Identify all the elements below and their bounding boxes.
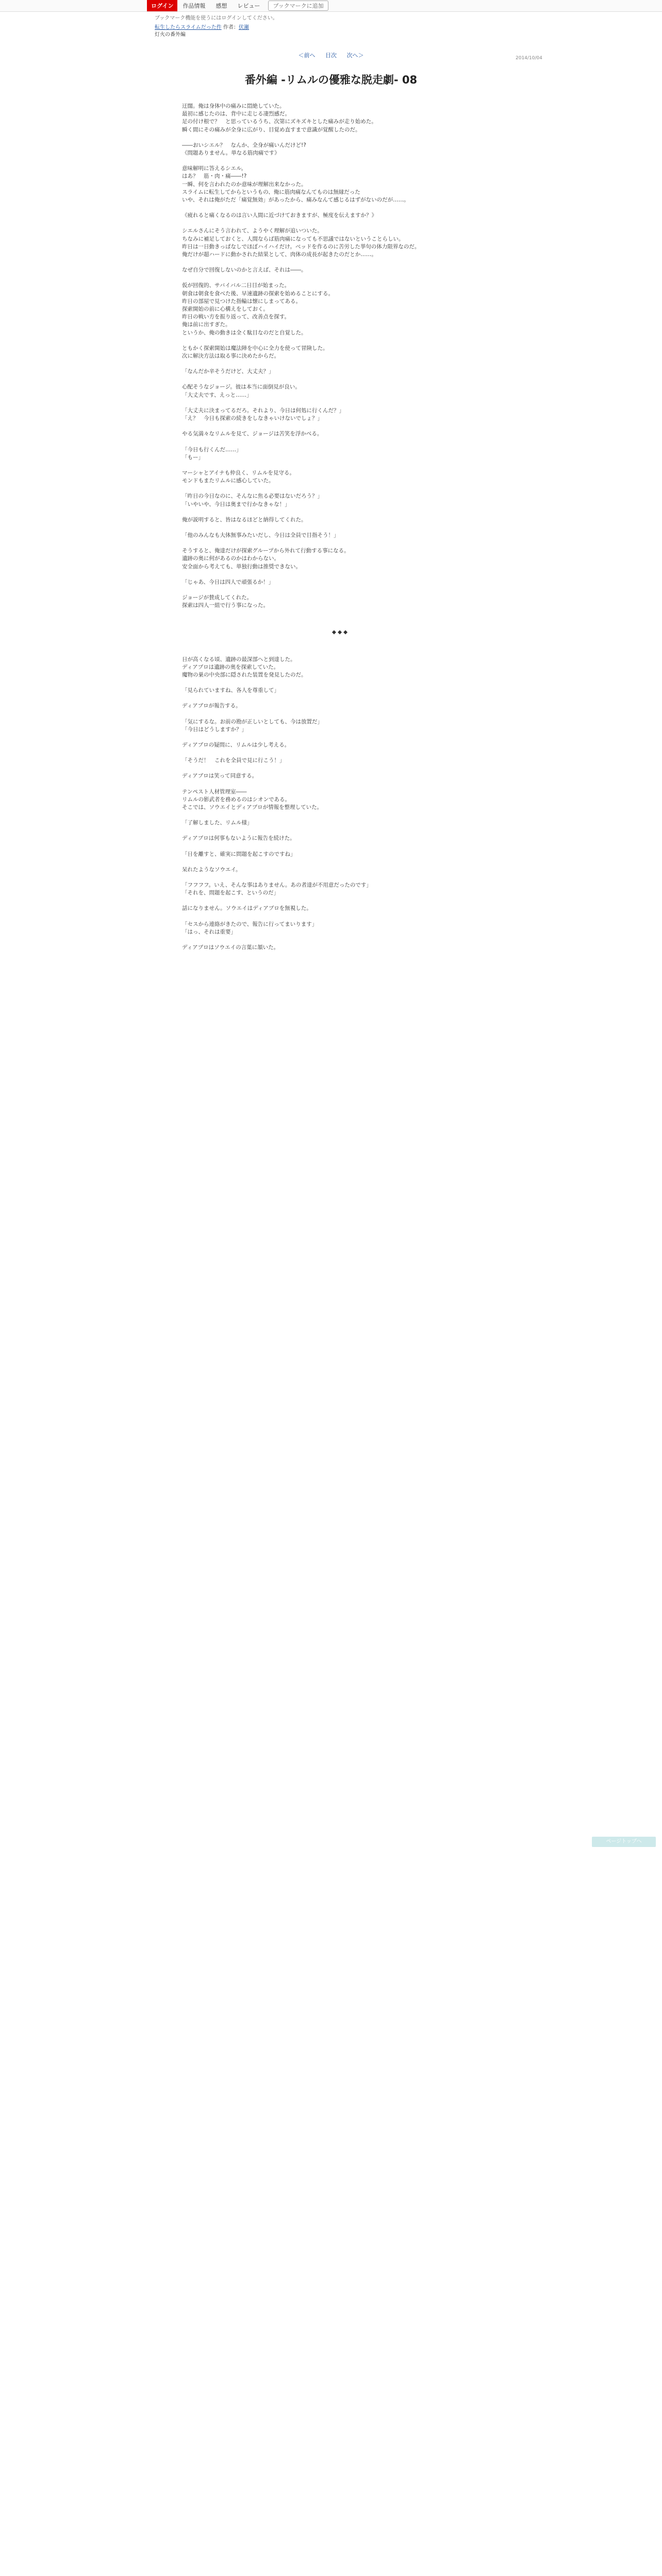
toc-link[interactable]: 目次 bbox=[325, 52, 337, 59]
paragraph-gap bbox=[182, 586, 499, 594]
paragraph: 意味解明に答えるシエル。 bbox=[182, 165, 247, 172]
paragraph-gap bbox=[182, 485, 499, 493]
paragraph: ディアブロは何事もないように報告を続けた。 bbox=[182, 835, 295, 842]
paragraph: 瞬く間にその痛みが全身に広がり、目覚め直すまで意識が覚醒したのだ。 bbox=[182, 126, 361, 133]
paragraph: 「もー」 bbox=[182, 454, 204, 461]
paragraph-gap bbox=[182, 781, 499, 788]
paragraph: 安全面から考えても、単独行動は推奨できない。 bbox=[182, 563, 301, 570]
add-bookmark-button[interactable]: ブックマークに追加 bbox=[268, 1, 328, 11]
paragraph: 魔物の巣の中央部に隠された装置を発見したのだ。 bbox=[182, 671, 307, 678]
paragraph: 俺だけが超ハードに動かされた結果として、肉体の成長が起きたのだとか……。 bbox=[182, 251, 377, 258]
paragraph-gap bbox=[182, 157, 499, 165]
paragraph: 次に解決方法は取る事に決めたからだ。 bbox=[182, 353, 279, 360]
paragraph: やる気満々なリムルを見て、ジョージは苦笑を浮かべる。 bbox=[182, 431, 323, 437]
paragraph-gap bbox=[182, 219, 499, 227]
paragraph: 「いやいや、今日は奥まで行かなきゃな！」 bbox=[182, 501, 290, 507]
paragraph-gap bbox=[182, 360, 499, 368]
login-note-prefix: ブックマーク機能を使うには bbox=[155, 15, 222, 21]
paragraph-gap bbox=[182, 749, 499, 757]
paragraph-gap bbox=[182, 648, 499, 656]
paragraph: 「フフフフ。いえ、そんな事はありません。あの者達が不用意だったのです」 bbox=[182, 882, 372, 888]
paragraph: シエルさんにそう言われて、ようやく理解が追いついた。 bbox=[182, 228, 323, 234]
paragraph: 一瞬、何を言われたのか意味が理解出来なかった。 bbox=[182, 181, 307, 188]
paragraph: 最初に感じたのは、背中に走じる凄烈感だ。 bbox=[182, 111, 290, 117]
paragraph: マーシャとアイナも仲良く、リムルを見守る。 bbox=[182, 469, 295, 476]
paragraph: 昨日は一日動きっぱなしでほぼハイハイだけ。ベッドを作るのに苦労した挙句の体力限界なのだ。 bbox=[182, 243, 420, 250]
paragraph: はあ？ 筋・肉・痛――!? bbox=[182, 173, 247, 180]
paragraph-gap bbox=[182, 571, 499, 579]
paragraph-gap bbox=[182, 765, 499, 772]
paragraph: 「大丈夫に決まってるだろ。それより、今日は何処に行くんだ？」 bbox=[182, 407, 344, 414]
paragraph: 日が高くなる頃、遺跡の最深部へと到達した。 bbox=[182, 656, 296, 663]
tab-work-info[interactable]: 作品情報 bbox=[183, 3, 206, 9]
next-link[interactable]: 次へ＞ bbox=[346, 52, 364, 59]
paragraph-gap bbox=[182, 694, 499, 702]
paragraph: 探索は四人一組で行う事になった。 bbox=[182, 602, 269, 609]
paragraph: いや、それは俺がただ「痛覚無効」があったから、痛みなんて感じるはずがないのだが……。 bbox=[182, 197, 409, 204]
breadcrumb bbox=[0, 22, 662, 39]
paragraph-gap bbox=[182, 204, 499, 212]
paragraph: 「今日はどうしますか？」 bbox=[182, 726, 247, 733]
paragraph: ともかく探索開始は魔法陣を中心に全力を使って冒険した。 bbox=[182, 345, 328, 351]
tab-review[interactable]: レビュー bbox=[237, 3, 260, 9]
paragraph-gap bbox=[182, 259, 499, 266]
paragraph: 「他のみんなも大体無事みたいだし、今日は全員で目指そう！」 bbox=[182, 532, 339, 538]
paragraph-gap bbox=[182, 524, 499, 532]
paragraph: 「はっ、それは重要」 bbox=[182, 928, 236, 935]
paragraph: 昨日の部屋で見つけた指輪は懐にしまってある。 bbox=[182, 298, 301, 304]
author-label: 作者： bbox=[223, 25, 239, 30]
paragraph: ディアブロは笑って同意する。 bbox=[182, 773, 258, 779]
chapter-title: 番外編 -リムルの優雅な脱走劇- 08 bbox=[244, 74, 418, 86]
paragraph: 「昨日の今日なのに、そんなに焦る必要はないだろう？」 bbox=[182, 493, 323, 500]
paragraph-gap bbox=[182, 936, 499, 944]
paragraph: 探索開始の前に心構えをしておく。 bbox=[182, 306, 269, 313]
paragraph-gap bbox=[182, 811, 499, 819]
paragraph-gap bbox=[182, 710, 499, 718]
paragraph-gap bbox=[182, 679, 499, 687]
paragraph: なぜ自分で回復しないのかと言えば、それは――。 bbox=[182, 267, 307, 274]
paragraph-gap bbox=[182, 609, 499, 617]
paragraph: 昨日の戦い方を振り返って、改善点を探す。 bbox=[182, 314, 290, 320]
paragraph: 「じゃあ、今日は四人で頑張るか！」 bbox=[182, 579, 274, 585]
paragraph: 「なんだか辛そうだけど、大丈夫？」 bbox=[182, 368, 274, 375]
paragraph-gap bbox=[182, 539, 499, 547]
paragraph: 「見られていますね、各人を尊重して」 bbox=[182, 687, 279, 694]
paragraph: ちなみに補足しておくと、人間ならば筋肉痛になっても不思議ではないということらしい。 bbox=[182, 235, 404, 242]
paragraph: リムルの影武者を務めるのはシオンである。 bbox=[182, 796, 290, 803]
paragraph-gap bbox=[182, 438, 499, 446]
paragraph: 《疲れると痛くなるのは言い人間に近づけておきますが、極度を伝えますか？》 bbox=[182, 212, 377, 219]
paragraph: 「それを、問題を起こす、というのだ」 bbox=[182, 890, 279, 896]
paragraph-gap bbox=[182, 462, 499, 469]
paragraph: ――おいシエル？ なんか、全身が痛いんだけど!? bbox=[182, 142, 306, 148]
paragraph: 「了解しました、リムル様」 bbox=[182, 820, 253, 826]
paragraph-gap bbox=[182, 827, 499, 835]
paragraph: 俺が説明すると、皆はなるほどと納得してくれた。 bbox=[182, 516, 307, 523]
paragraph: 「え？ 今日も探索の続きをしなきゃいけないでしょ？」 bbox=[182, 415, 323, 422]
paragraph: 「そうだ！ これを全員で見に行こう！」 bbox=[182, 757, 285, 764]
paragraph: 仮が回復的、サバイバル二日目が始まった。 bbox=[182, 282, 290, 289]
paragraph: 俺は前に出すぎた。 bbox=[182, 321, 231, 328]
paragraph: スライムに転生してからというもの、俺に筋肉痛なんてものは無縁だった bbox=[182, 189, 360, 195]
page-top-button[interactable]: ページトップへ bbox=[592, 1837, 656, 1847]
paragraph-gap bbox=[182, 897, 499, 905]
series-title-link[interactable]: 転生したらスライムだった件 bbox=[155, 25, 222, 30]
paragraph: というか、俺の動きは全く駄目なのだと自覚した。 bbox=[182, 329, 307, 336]
author-link[interactable]: 伏瀬 bbox=[238, 25, 249, 30]
top-navigation-bar bbox=[0, 0, 662, 12]
paragraph: そこでは、ソウエイとディアブロが情報を整理していた。 bbox=[182, 804, 323, 810]
paragraph: 「日を離すと、確実に問題を起こすのですね」 bbox=[182, 851, 296, 857]
paragraph: 遺跡の奥に何があるのかはわからない。 bbox=[182, 555, 279, 562]
paragraph: ジョージが賛成してくれた。 bbox=[182, 594, 253, 601]
paragraph-gap bbox=[182, 399, 499, 407]
paragraph-gap bbox=[182, 858, 499, 866]
paragraph-gap bbox=[182, 874, 499, 882]
scene-divider: ◆◆◆ bbox=[332, 629, 350, 636]
paragraph: 《問題ありません。単なる筋肉痛です》 bbox=[182, 150, 280, 157]
login-button[interactable]: ログイン bbox=[147, 0, 177, 11]
pager bbox=[0, 51, 662, 59]
publish-date: 2014/10/04 bbox=[516, 56, 542, 61]
paragraph: 「今日も行くんだ……」 bbox=[182, 446, 242, 453]
paragraph-gap bbox=[182, 376, 499, 383]
paragraph-gap bbox=[182, 134, 499, 142]
paragraph-gap bbox=[182, 913, 499, 921]
paragraph-gap bbox=[182, 509, 499, 516]
tab-comments[interactable]: 感想 bbox=[216, 3, 227, 9]
paragraph: 迂闊。俺は身体中の痛みに悶絶していた。 bbox=[182, 103, 285, 109]
paragraph: 朝食は朝食を食べた後、早速遺跡の探索を始めることにする。 bbox=[182, 290, 334, 297]
paragraph: 「気にするな。お前の勘が正しいとしても、今は放置だ」 bbox=[182, 718, 323, 725]
paragraph: 足の付け根で？ と思っているうち、次第にズキズキとした痛みが走り始めた。 bbox=[182, 118, 377, 125]
login-note bbox=[0, 12, 662, 22]
paragraph: モンドもまたリムルに感心していた。 bbox=[182, 478, 274, 484]
paragraph: 「大丈夫です、えっと……」 bbox=[182, 392, 252, 398]
paragraph: そうすると、俺達だけが探索グループから外れて行動する事になる。 bbox=[182, 548, 350, 554]
paragraph-gap bbox=[182, 422, 499, 430]
paragraph: 心配そうなジョージ。彼は本当に面倒見が良い。 bbox=[182, 384, 301, 391]
chapter-name: 灯火の番外編 bbox=[155, 32, 186, 38]
paragraph-gap bbox=[182, 734, 499, 741]
prev-link[interactable]: ＜前へ bbox=[298, 52, 316, 59]
novel-body bbox=[0, 103, 499, 952]
login-note-link[interactable]: ログイン bbox=[221, 15, 242, 21]
paragraph: ディアブロの疑問に、リムルは少し考える。 bbox=[182, 741, 290, 748]
paragraph-gap bbox=[182, 843, 499, 851]
paragraph: ディアブロが報告する。 bbox=[182, 703, 241, 709]
paragraph-gap bbox=[182, 274, 499, 282]
paragraph: 呆れたようなソウエイ。 bbox=[182, 866, 241, 873]
paragraph: ディアブロは遺跡の奥を探索していた。 bbox=[182, 664, 279, 670]
paragraph: ディアブロはソウエイの言葉に頷いた。 bbox=[182, 944, 279, 951]
paragraph: 話になりません。ソウエイはディアブロを無視した。 bbox=[182, 905, 312, 912]
paragraph: 「セスから連絡がきたので、報告に行ってまいります」 bbox=[182, 921, 318, 927]
paragraph-gap bbox=[182, 337, 499, 345]
paragraph: テンペスト人材管理室―― bbox=[182, 788, 247, 795]
login-note-suffix: してください。 bbox=[241, 15, 278, 21]
